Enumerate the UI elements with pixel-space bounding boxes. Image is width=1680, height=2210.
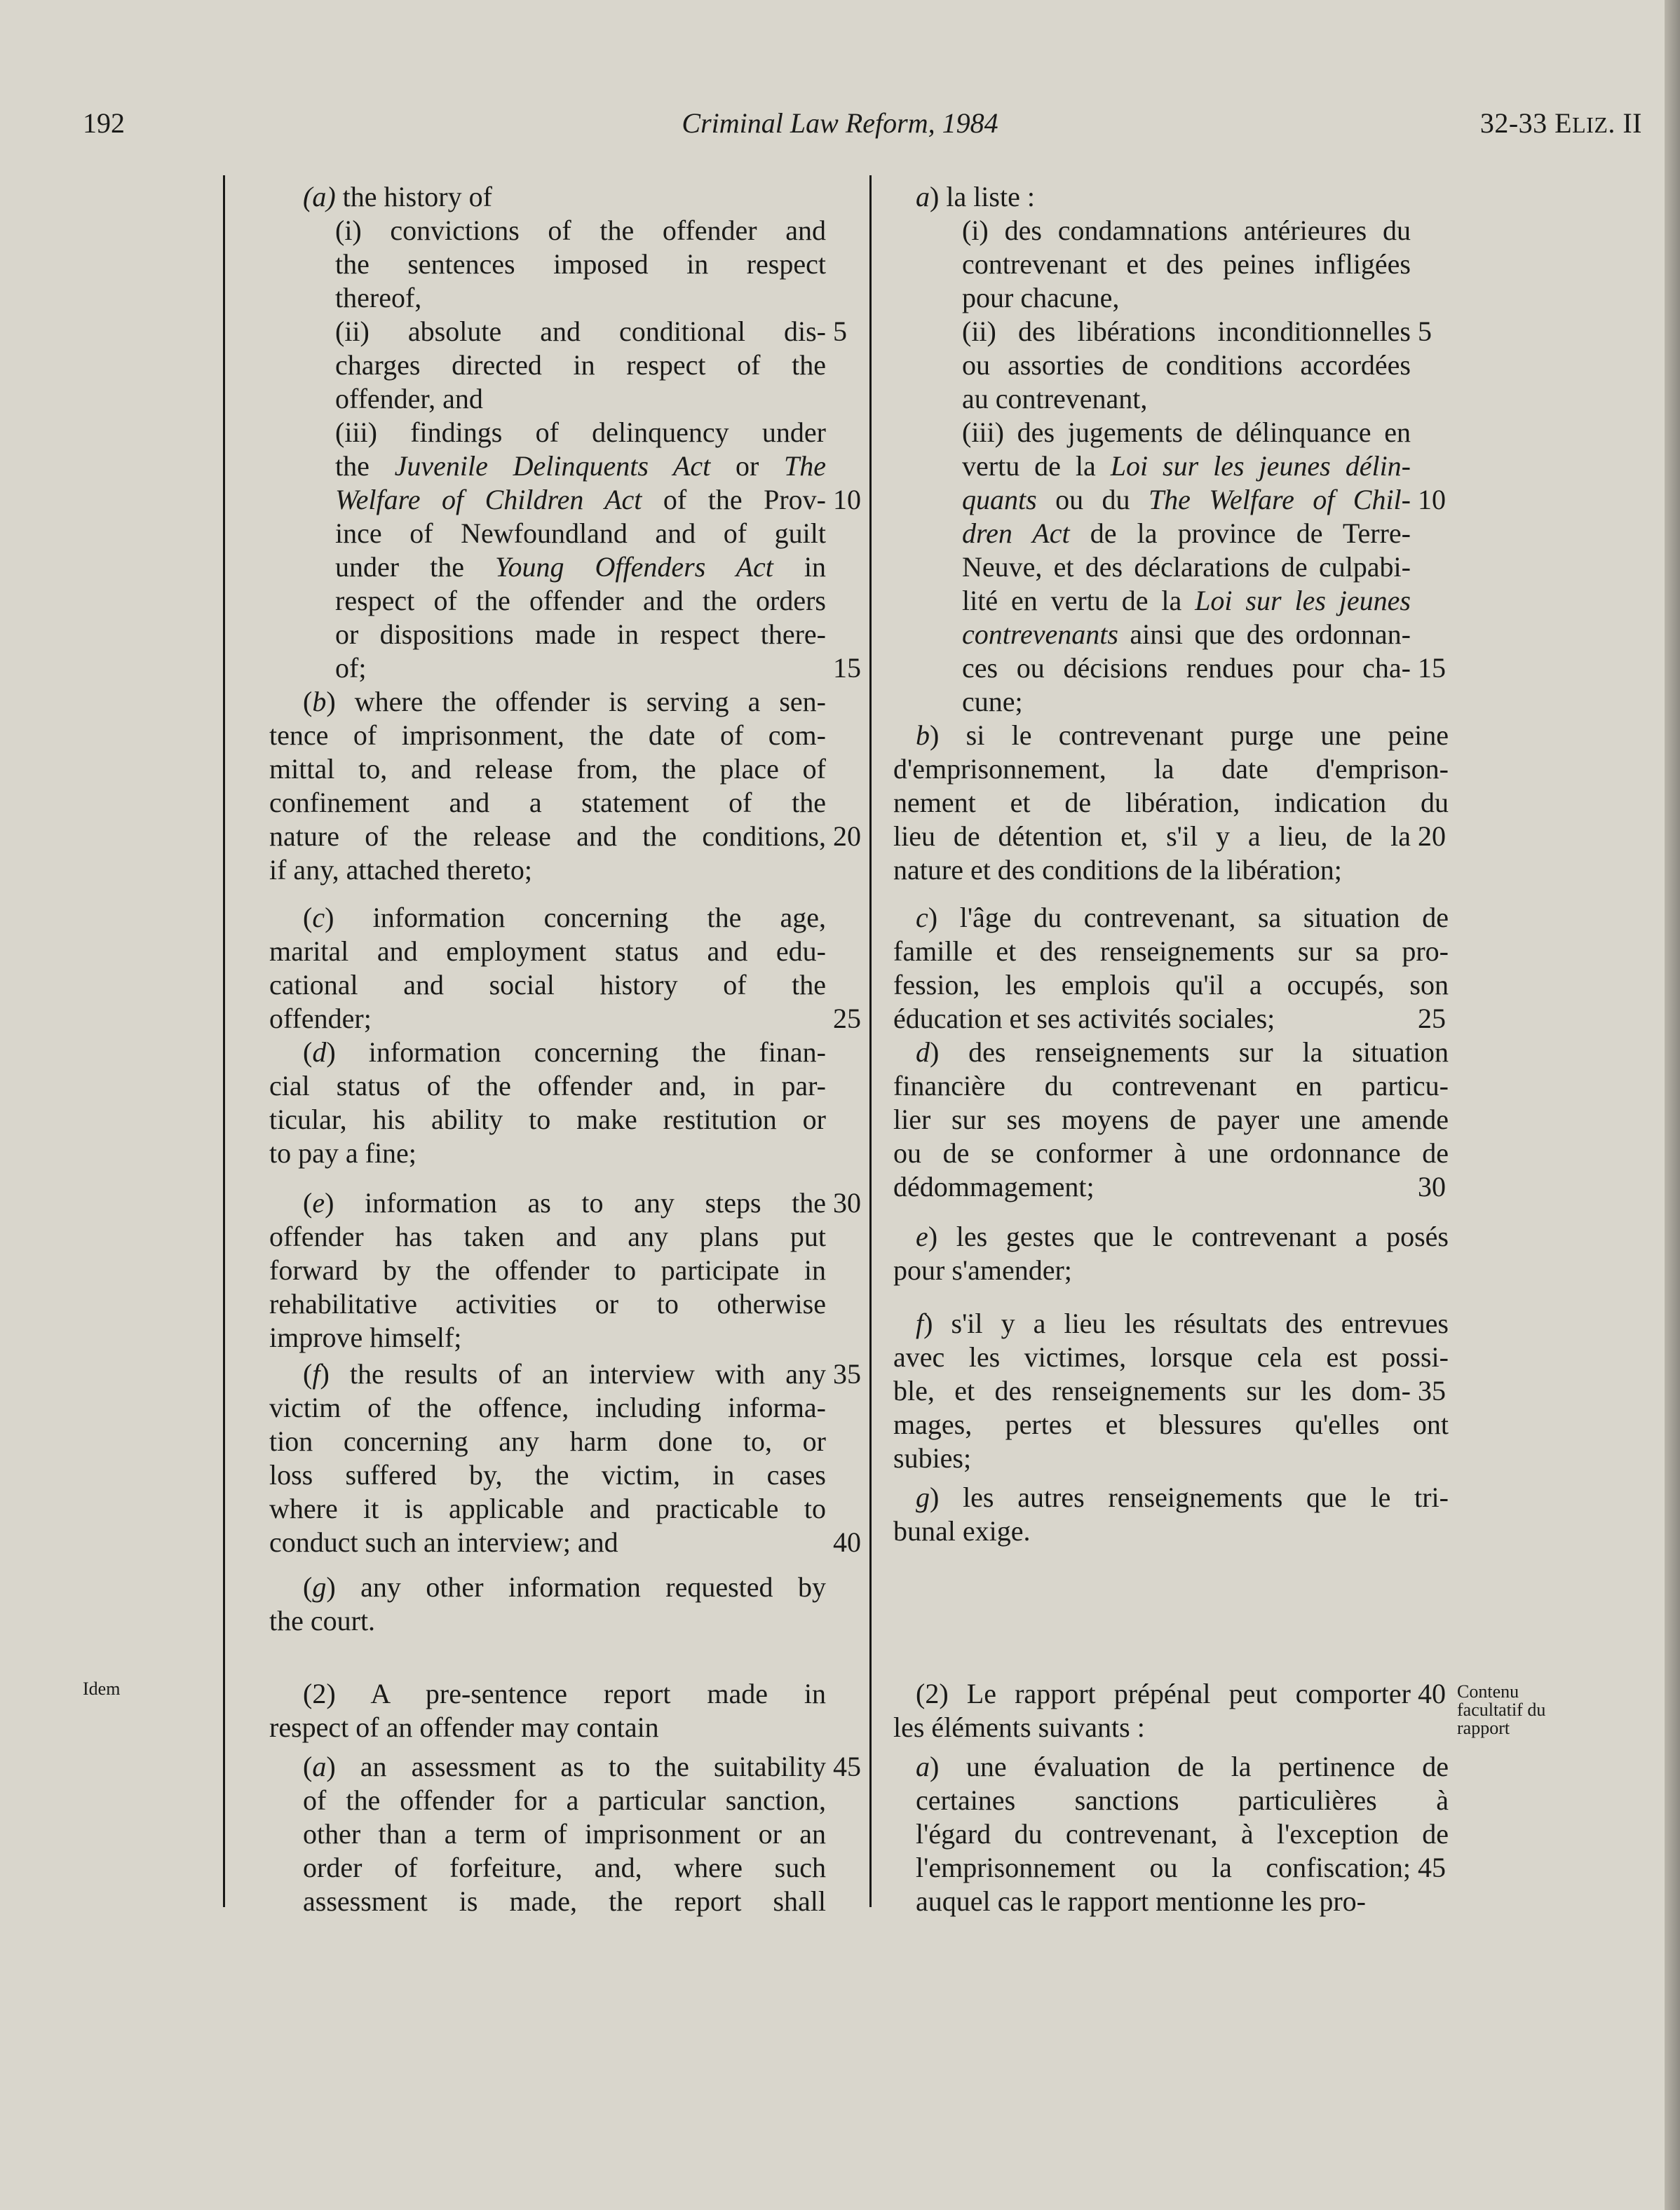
en-para-g-line: (g) any other information requested by [303,1571,826,1603]
en-para-f-line: loss suffered by, the victim, in cases [269,1459,826,1491]
page-number: 192 [83,107,125,139]
fr-para-f-line: mages, pertes et blessures qu'elles ont [893,1409,1449,1440]
fr-a-iii-line: ces ou décisions rendues pour cha- [962,652,1411,684]
en-para-e-line: offender has taken and any plans put [269,1221,826,1252]
line-number: 25 [1418,1003,1446,1034]
en-para-c-line: cational and social history of the [269,969,826,1001]
fr-a-iii-line: vertu de la Loi sur les jeunes délin- [962,450,1411,482]
en-para-f-line: tion concerning any harm done to, or [269,1425,826,1457]
line-number: 30 [833,1187,861,1219]
fr-para-d-line: financière du contrevenant en particu- [893,1070,1449,1101]
en-para-d-line: (d) information concerning the finan- [303,1036,826,1068]
fr-para-c-line: fession, les emplois qu'il a occupés, son [893,969,1449,1001]
line-number: 45 [833,1751,861,1782]
fr-a-iii-line: cune; [962,686,1023,717]
en-subsection-2a-line: order of forfeiture, and, where such [303,1852,826,1883]
line-number: 30 [1418,1171,1446,1202]
en-para-b-line: if any, attached thereto; [269,854,532,886]
en-subsection-2a-line: other than a term of imprisonment or an [303,1818,826,1850]
en-subsection-2-line: respect of an offender may contain [269,1711,659,1743]
margin-note-idem: Idem [83,1679,121,1699]
fr-para-b-line: b) si le contrevenant purge une peine [916,719,1449,751]
fr-subsection-2-line: les éléments suivants : [893,1711,1145,1743]
line-number: 35 [833,1358,861,1390]
fr-subsection-2a-line: a) une évaluation de la pertinence de [916,1751,1449,1782]
running-title: Criminal Law Reform, 1984 [682,107,998,139]
en-para-f-line: (f) the results of an interview with any [303,1358,826,1390]
fr-para-d-line: d) des renseignements sur la situation [916,1036,1449,1068]
en-a-iii-line: of; [335,652,367,684]
fr-para-g-line: g) les autres renseignements que le tri- [916,1482,1449,1513]
fr-a-ii-line: (ii) des libérations inconditionnelles [962,316,1411,347]
en-a-iii-line: (iii) findings of delinquency under [335,416,826,448]
fr-a-i-line: pour chacune, [962,282,1120,313]
fr-para-e-line: e) les gestes que le contrevenant a posés [916,1221,1449,1252]
en-para-d-line: cial status of the offender and, in par- [269,1070,826,1101]
en-para-a-intro: (a) the history of [303,181,492,212]
fr-subsection-2a-line: auquel cas le rapport mentionne les pro- [916,1885,1366,1917]
line-number: 15 [1418,652,1446,684]
en-a-iii-line: or dispositions made in respect there- [335,618,826,650]
en-para-b-line: mittal to, and release from, the place of [269,753,826,785]
en-para-f-line: where it is applicable and practicable to [269,1493,826,1524]
en-subsection-2-line: (2) A pre-sentence report made in [303,1678,826,1709]
fr-para-d-line: dédommagement; [893,1171,1095,1202]
en-a-iii-line: respect of the offender and the orders [335,585,826,616]
fr-subsection-2a-line: certaines sanctions particulières à [916,1784,1449,1816]
fr-para-c-line: c) l'âge du contrevenant, sa situation de [916,902,1449,933]
fr-a-iii-line: lité en vertu de la Loi sur les jeunes [962,585,1411,616]
en-para-e-line: improve himself; [269,1322,462,1353]
fr-a-iii-line: contrevenants ainsi que des ordonnan- [962,618,1411,650]
line-number: 15 [833,652,861,684]
en-subsection-2a-line: of the offender for a particular sanction, [303,1784,826,1816]
en-para-e-line: (e) information as to any steps the [303,1187,826,1219]
fr-a-i-line: contrevenant et des peines infligées [962,248,1411,280]
fr-para-f-line: subies; [893,1442,972,1474]
line-number: 10 [833,484,861,515]
en-subsection-2a-line: assessment is made, the report shall [303,1885,826,1917]
en-para-b-line: tence of imprisonment, the date of com- [269,719,826,751]
en-para-e-line: forward by the offender to participate in [269,1254,826,1286]
en-para-d-line: to pay a fine; [269,1137,416,1169]
en-para-f-line: conduct such an interview; and [269,1526,618,1558]
en-para-e-line: rehabilitative activities or to otherwise [269,1288,826,1320]
en-subsection-2a-line: (a) an assessment as to the suitability [303,1751,826,1782]
fr-a-iii-line: quants ou du The Welfare of Chil- [962,484,1411,515]
fr-para-f-line: ble, et des renseignements sur les dom- [893,1375,1411,1406]
fr-para-c-line: éducation et ses activités sociales; [893,1003,1275,1034]
en-para-b-line: confinement and a statement of the [269,787,826,818]
en-a-iii-line: the Juvenile Delinquents Act or The [335,450,826,482]
fr-subsection-2a-line: l'égard du contrevenant, à l'exception de [916,1818,1449,1850]
line-number: 45 [1418,1852,1446,1883]
fr-a-i-line: (i) des condamnations antérieures du [962,215,1411,246]
fr-para-b-line: lieu de détention et, s'il y a lieu, de la [893,820,1411,852]
fr-para-e-line: pour s'amender; [893,1254,1072,1286]
en-para-c-line: marital and employment status and edu- [269,935,826,967]
line-number: 5 [833,316,847,347]
line-number: 5 [1418,316,1432,347]
fr-subsection-2-line: (2) Le rapport prépénal peut comporter [916,1678,1411,1709]
line-number: 40 [1418,1678,1446,1709]
en-para-d-line: ticular, his ability to make restitution or [269,1104,826,1135]
en-para-g-line: the court. [269,1605,376,1636]
en-a-iii-line: Welfare of Children Act of the Prov- [335,484,826,515]
line-number: 25 [833,1003,861,1034]
margin-note-contenu: Contenu facultatif du rapport [1457,1681,1546,1738]
en-a-ii-line: charges directed in respect of the [335,349,826,381]
fr-para-b-line: nature et des conditions de la libération; [893,854,1342,886]
line-number: 40 [833,1526,861,1558]
en-a-i-line: the sentences imposed in respect [335,248,826,280]
en-para-c-line: (c) information concerning the age, [303,902,826,933]
volume-reference: 32-33 ELIZ. II [1479,107,1642,139]
line-number: 35 [1418,1375,1446,1406]
en-a-i-line: thereof, [335,282,422,313]
en-para-b-line: (b) where the offender is serving a sen- [303,686,826,717]
en-a-iii-line: ince of Newfoundland and of guilt [335,517,826,549]
en-para-c-line: offender; [269,1003,372,1034]
fr-para-f-line: avec les victimes, lorsque cela est possi- [893,1341,1449,1373]
line-number: 20 [833,820,861,852]
en-a-i-line: (i) convictions of the offender and [335,215,826,246]
en-a-iii-line: under the Young Offenders Act in [335,551,826,583]
en-para-f-line: victim of the offence, including informa- [269,1392,826,1423]
en-a-ii-line: (ii) absolute and conditional dis- [335,316,826,347]
fr-para-d-line: lier sur ses moyens de payer une amende [893,1104,1449,1135]
fr-a-iii-line: (iii) des jugements de délinquance en [962,416,1411,448]
fr-a-ii-line: ou assorties de conditions accordées [962,349,1411,381]
fr-a-iii-line: dren Act de la province de Terre- [962,517,1411,549]
line-number: 20 [1418,820,1446,852]
en-a-ii-line: offender, and [335,383,483,414]
fr-a-ii-line: au contrevenant, [962,383,1148,414]
line-number: 10 [1418,484,1446,515]
fr-para-f-line: f) s'il y a lieu les résultats des entrevues [916,1308,1449,1339]
fr-para-c-line: famille et des renseignements sur sa pro- [893,935,1449,967]
fr-a-iii-line: Neuve, et des déclarations de culpabi- [962,551,1411,583]
fr-para-d-line: ou de se conformer à une ordonnance de [893,1137,1449,1169]
fr-para-b-line: nement et de libération, indication du [893,787,1449,818]
fr-para-g-line: bunal exige. [893,1515,1031,1547]
fr-para-b-line: d'emprisonnement, la date d'emprison- [893,753,1449,785]
en-para-b-line: nature of the release and the conditions, [269,820,826,852]
fr-subsection-2a-line: l'emprisonnement ou la confiscation; [916,1852,1411,1883]
fr-para-a-intro: a) la liste : [916,181,1035,212]
